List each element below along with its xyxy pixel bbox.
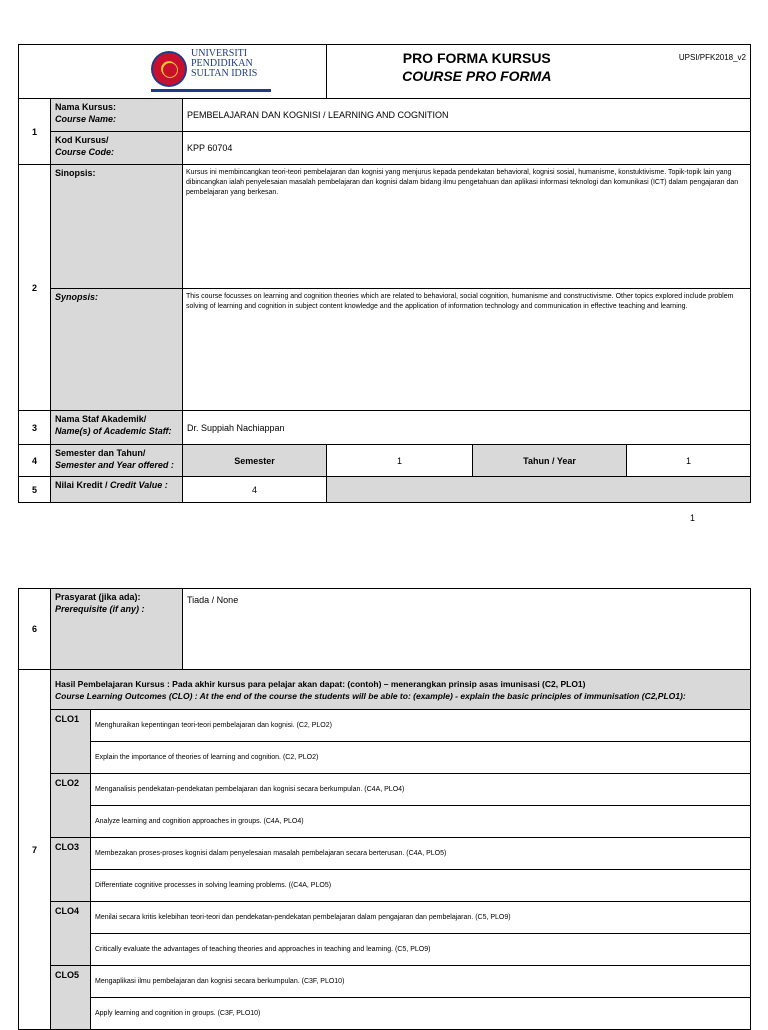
semester-value: 1 (327, 445, 473, 477)
row-number: 6 (19, 589, 51, 670)
clo-text-ms: Membezakan proses-proses kognisi dalam penyelesaian masalah pembelajaran secara berterusan. (C4A, PLO5) (91, 838, 751, 870)
row-number: 2 (19, 165, 51, 411)
clo-text-ms: Mengaplikasi ilmu pembelajaran dan kognisi secara berkumpulan. (C3F, PLO10) (91, 966, 751, 998)
university-tagline-bar (151, 89, 271, 92)
synopsis-text: This course focusses on learning and cognition theories which are related to behavioral, social cognition, humanisme and constructivisme. Other topics explored include problem solving of learning and cognition in subject content knowledge and the application of information technology and communication in effective teaching and learning. (183, 289, 751, 411)
clo-id: CLO1 (51, 710, 91, 774)
clo-id: CLO4 (51, 902, 91, 966)
course-proforma-table-page1 (18, 44, 751, 503)
synopsis-label: Synopsis: (51, 289, 183, 411)
semester-label: Semester (183, 445, 327, 477)
course-proforma-table-page2 (18, 588, 751, 1030)
row-number: 7 (19, 670, 51, 1030)
clo-text-en: Explain the importance of theories of learning and cognition. (C2, PLO2) (91, 742, 751, 774)
course-code-value: KPP 60704 (183, 132, 751, 165)
clo-text-ms: Menghuraikan kepentingan teori-teori pembelajaran dan kognisi. (C2, PLO2) (91, 710, 751, 742)
page-number: 1 (690, 513, 696, 523)
sinopsis-label: Sinopsis: (51, 165, 183, 289)
university-name: UNIVERSITI PENDIDIKAN SULTAN IDRIS (191, 48, 258, 79)
logo-cell (19, 45, 327, 99)
clo-heading: Hasil Pembelajaran Kursus : Pada akhir kursus para pelajar akan dapat: (contoh) – menerangkan prinsip asas imunisasi (C2, PLO1) Course Learning Outcomes (CLO) : At the end of the course the students will be able to: (example) - explain the basic principles of immunisation (C2,PLO1): (51, 670, 751, 710)
row-number: 1 (19, 99, 51, 165)
clo-text-en: Apply learning and cognition in groups. (C3F, PLO10) (91, 998, 751, 1030)
credit-empty-cell (327, 477, 751, 503)
course-code-label: Kod Kursus/ Course Code: (51, 132, 183, 165)
clo-id: CLO3 (51, 838, 91, 902)
course-name-label: Nama Kursus: Course Name: (51, 99, 183, 132)
row-number: 3 (19, 411, 51, 445)
clo-text-ms: Menganalisis pendekatan-pendekatan pembelajaran dan kognisi secara berkumpulan. (C4A, PLO4) (91, 774, 751, 806)
academic-staff-label: Nama Staf Akademik/ Name(s) of Academic Staff: (51, 411, 183, 445)
year-label: Tahun / Year (473, 445, 627, 477)
clo-id: CLO2 (51, 774, 91, 838)
credit-value-label: Nilai Kredit / Credit Value : (51, 477, 183, 503)
clo-id: CLO5 (51, 966, 91, 1030)
row-number: 5 (19, 477, 51, 503)
row-number: 4 (19, 445, 51, 477)
prerequisite-label: Prasyarat (jika ada): Prerequisite (if any) : (51, 589, 183, 670)
clo-text-en: Differentiate cognitive processes in solving learning problems. ((C4A, PLO5) (91, 870, 751, 902)
sinopsis-text: Kursus ini membincangkan teori-teori pembelajaran dan kognisi yang menjurus kepada pendekatan behavioral, kognisi sosial, humanisme, konstuktivisme. Topik-topik lain yang dibincangkan ialah penyelesaian masalah pembelajaran dan kognisi dalam bidang ilmu pengetahuan dan aplikasi informasi teknologi dan komunikasi (ICT) dalam pengajaran dan pembelajaran yang berkesan. (183, 165, 751, 289)
university-seal-icon (151, 51, 187, 87)
semester-year-label: Semester dan Tahun/ Semester and Year offered : (51, 445, 183, 477)
document-code: UPSI/PFK2018_v2 (627, 45, 751, 99)
clo-text-en: Critically evaluate the advantages of teaching theories and approaches in teaching and learning. (C5, PLO9) (91, 934, 751, 966)
course-name-value: PEMBELAJARAN DAN KOGNISI / LEARNING AND COGNITION (183, 99, 751, 132)
page-title: PRO FORMA KURSUS COURSE PRO FORMA (327, 45, 627, 99)
prerequisite-value: Tiada / None (183, 589, 751, 670)
credit-value: 4 (183, 477, 327, 503)
clo-text-en: Analyze learning and cognition approaches in groups. (C4A, PLO4) (91, 806, 751, 838)
clo-text-ms: Menilai secara kritis kelebihan teori-teori dan pendekatan-pendekatan pembelajaran dalam pengajaran dan pembelajaran. (C5, PLO9) (91, 902, 751, 934)
year-value: 1 (627, 445, 751, 477)
academic-staff-value: Dr. Suppiah Nachiappan (183, 411, 751, 445)
